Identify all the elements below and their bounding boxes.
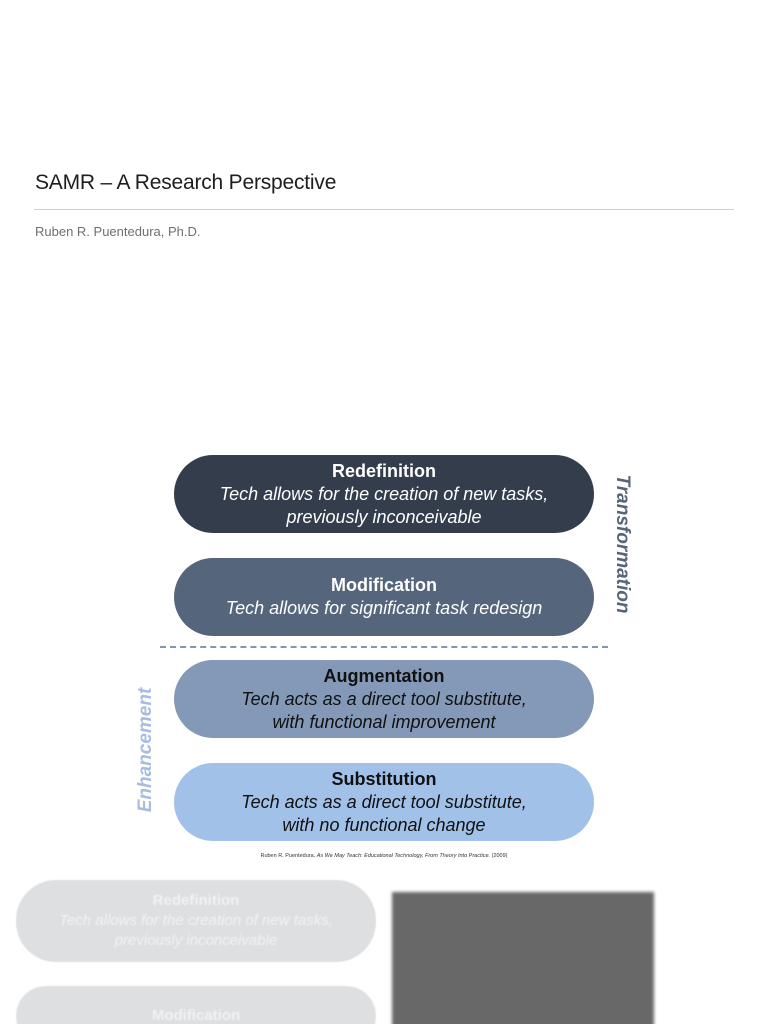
citation bbox=[0, 853, 768, 859]
enhancement-label: Enhancement bbox=[135, 687, 156, 813]
level-description-line: Tech allows for significant task redesign bbox=[225, 598, 543, 618]
transformation-enhancement-divider bbox=[160, 646, 608, 648]
level-description-line: with functional improvement bbox=[272, 711, 496, 732]
author-name: Ruben R. Puentedura, Ph.D. bbox=[35, 224, 201, 239]
level-augmentation bbox=[174, 660, 594, 738]
level-description-line: Tech allows for the creation of new tasks, bbox=[219, 483, 549, 504]
transformation-label: Transformation bbox=[612, 474, 633, 614]
citation-year: (2009) bbox=[491, 853, 508, 859]
citation-author: Ruben R. Puentedura, bbox=[260, 853, 316, 859]
level-name: Augmentation bbox=[323, 665, 445, 686]
citation-title: As We May Teach: Educational Technology, From Theory Into Practice. bbox=[316, 853, 491, 859]
level-description-line: previously inconceivable bbox=[114, 932, 278, 949]
level-substitution bbox=[174, 763, 594, 841]
level-description-line: previously inconceivable bbox=[286, 506, 482, 527]
level-modification bbox=[174, 558, 594, 636]
image-placeholder bbox=[392, 892, 654, 1024]
level-description-line: Tech allows for the creation of new tasks, bbox=[59, 912, 333, 929]
next-page-level-modification bbox=[16, 986, 376, 1024]
level-name: Substitution bbox=[331, 768, 437, 789]
level-name: Modification bbox=[151, 1007, 241, 1024]
title-divider bbox=[34, 209, 734, 210]
level-description-line: with no functional change bbox=[282, 814, 486, 835]
level-name: Redefinition bbox=[152, 892, 240, 909]
level-name: Modification bbox=[331, 575, 437, 595]
level-description-line: Tech acts as a direct tool substitute, bbox=[241, 688, 527, 709]
level-redefinition bbox=[174, 455, 594, 533]
next-page-level-redefinition bbox=[16, 880, 376, 962]
level-name: Redefinition bbox=[332, 460, 436, 481]
page-title: SAMR – A Research Perspective bbox=[35, 171, 337, 194]
level-description-line: Tech acts as a direct tool substitute, bbox=[241, 791, 527, 812]
